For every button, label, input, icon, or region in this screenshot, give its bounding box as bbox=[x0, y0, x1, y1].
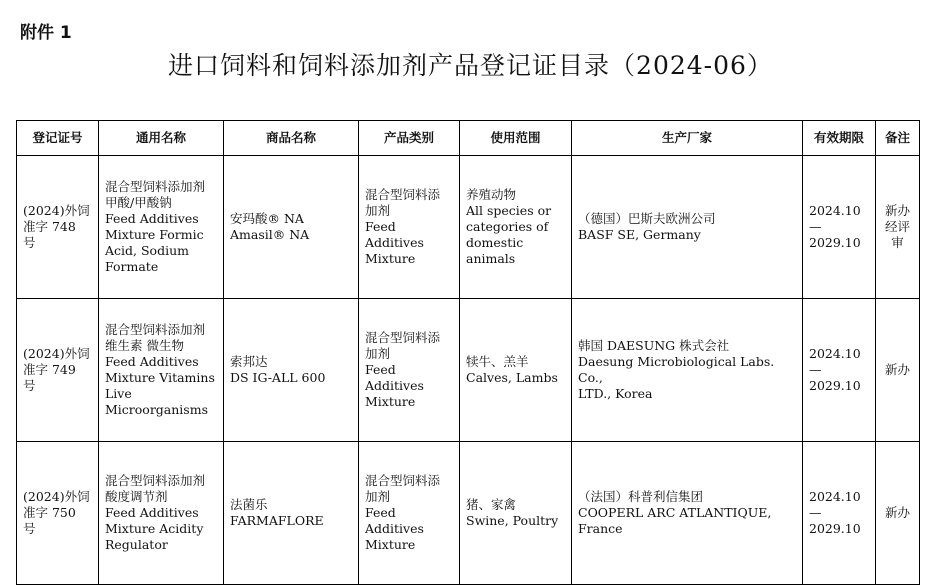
cell-remark: 新办 bbox=[876, 442, 920, 585]
col-header-generic-name: 通用名称 bbox=[99, 121, 224, 156]
table-row bbox=[17, 442, 920, 585]
cell-remark: 新办 bbox=[876, 299, 920, 442]
cell-generic-name: 混合型饲料添加剂 维生素 微生物 Feed Additives Mixture Vitamins Live Microorganisms bbox=[99, 299, 224, 442]
col-header-manufacturer: 生产厂家 bbox=[572, 121, 803, 156]
cell-scope: 猪、家禽 Swine, Poultry bbox=[460, 442, 572, 585]
cell-manufacturer: （德国）巴斯夫欧洲公司 BASF SE, Germany bbox=[572, 156, 803, 299]
page-title: 进口饲料和饲料添加剂产品登记证目录（2024-06） bbox=[168, 51, 773, 80]
col-header-category: 产品类别 bbox=[359, 121, 460, 156]
col-header-scope: 使用范围 bbox=[460, 121, 572, 156]
cell-validity: 2024.10— 2029.10 bbox=[803, 156, 876, 299]
cell-reg-no: (2024)外饲 准字 749 号 bbox=[17, 299, 99, 442]
col-header-validity: 有效期限 bbox=[803, 121, 876, 156]
cell-reg-no: (2024)外饲 准字 748 号 bbox=[17, 156, 99, 299]
cell-generic-name: 混合型饲料添加剂 酸度调节剂 Feed Additives Mixture Acidity Regulator bbox=[99, 442, 224, 585]
table-row bbox=[17, 156, 920, 299]
col-header-reg-no: 登记证号 bbox=[17, 121, 99, 156]
registration-table bbox=[16, 120, 920, 585]
cell-trade-name: 安玛酸® NA Amasil® NA bbox=[224, 156, 359, 299]
cell-reg-no: (2024)外饲 准字 750 号 bbox=[17, 442, 99, 585]
cell-trade-name: 法菌乐 FARMAFLORE bbox=[224, 442, 359, 585]
cell-remark: 新办 经评 审 bbox=[876, 156, 920, 299]
cell-category: 混合型饲料添 加剂 Feed Additives Mixture bbox=[359, 442, 460, 585]
cell-trade-name: 索邦达 DS IG-ALL 600 bbox=[224, 299, 359, 442]
cell-manufacturer: 韩国 DAESUNG 株式会社 Daesung Microbiological Labs. Co., LTD., Korea bbox=[572, 299, 803, 442]
cell-generic-name: 混合型饲料添加剂 甲酸/甲酸钠 Feed Additives Mixture Formic Acid, Sodium Formate bbox=[99, 156, 224, 299]
cell-validity: 2024.10— 2029.10 bbox=[803, 299, 876, 442]
cell-manufacturer: （法国）科普利信集团 COOPERL ARC ATLANTIQUE, France bbox=[572, 442, 803, 585]
cell-category: 混合型饲料添 加剂 Feed Additives Mixture bbox=[359, 299, 460, 442]
cell-category: 混合型饲料添 加剂 Feed Additives Mixture bbox=[359, 156, 460, 299]
col-header-trade-name: 商品名称 bbox=[224, 121, 359, 156]
col-header-remark: 备注 bbox=[876, 121, 920, 156]
annex-label: 附件 1 bbox=[20, 23, 72, 43]
cell-scope: 犊牛、羔羊 Calves, Lambs bbox=[460, 299, 572, 442]
cell-validity: 2024.10— 2029.10 bbox=[803, 442, 876, 585]
table-header-row bbox=[17, 121, 920, 156]
table-row bbox=[17, 299, 920, 442]
cell-scope: 养殖动物 All species or categories of domestic animals bbox=[460, 156, 572, 299]
